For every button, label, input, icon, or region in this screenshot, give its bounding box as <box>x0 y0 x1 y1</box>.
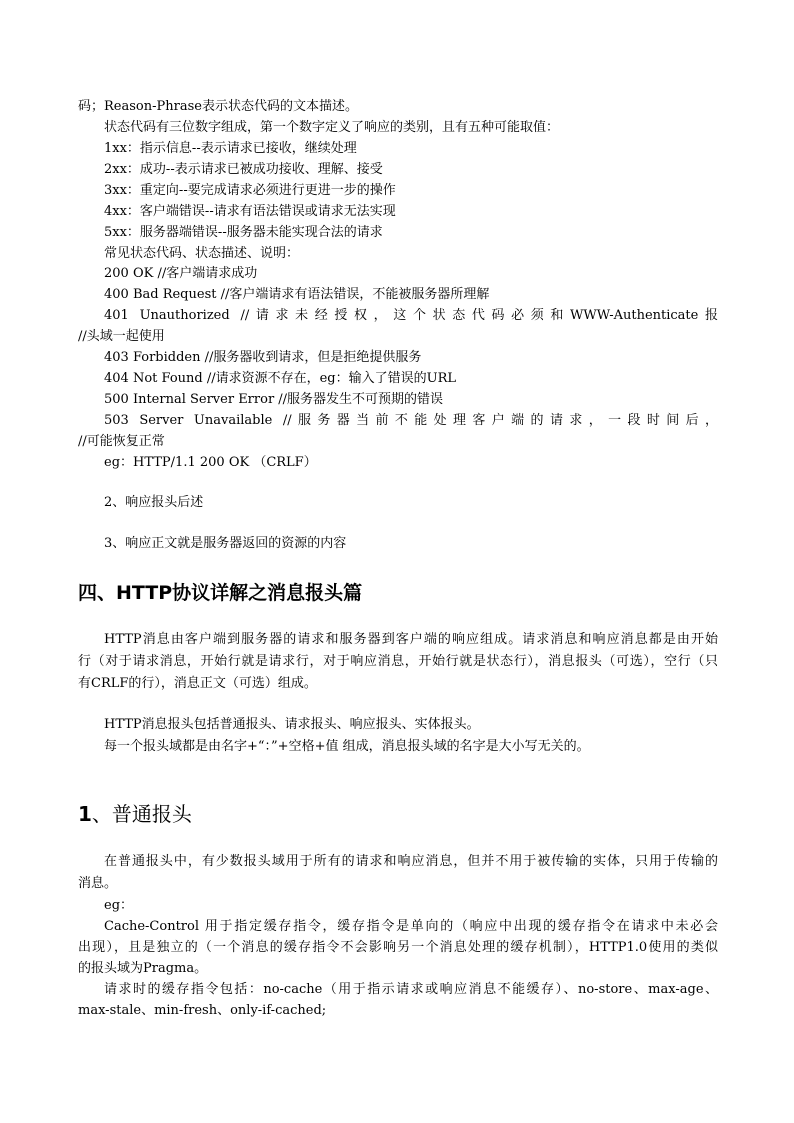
status-example: eg：HTTP/1.1 200 OK （CRLF） <box>104 455 317 470</box>
status-code-item: 500 Internal Server Error //服务器发生不可预期的错误 <box>104 392 444 407</box>
status-text-line: 状态代码有三位数字组成，第一个数字定义了响应的类别，且有五种可能取值： <box>104 120 560 135</box>
paragraph-line: eg： <box>104 898 134 913</box>
status-code-item-cont: //头域一起使用 <box>78 329 165 344</box>
status-text-line: 常见状态代码、状态描述、说明： <box>104 246 300 261</box>
status-code-item: 503 Server Unavailable //服务器当前不能处理客户端的请求，一段时间后， <box>104 413 718 428</box>
paragraph-line: 的报头域为Pragma。 <box>78 961 208 976</box>
paragraph-line: HTTP消息报头包括普通报头、请求报头、响应报头、实体报头。 <box>104 717 480 732</box>
paragraph-line: HTTP消息由客户端到服务器的请求和服务器到客户端的响应组成。请求消息和响应消息都是由开始 <box>104 632 718 647</box>
status-code-item-cont: //可能恢复正常 <box>78 434 165 449</box>
paragraph-line: 有CRLF的行），消息正文（可选）组成。 <box>78 676 317 691</box>
subsection-number: 1 <box>78 802 92 826</box>
status-class-item: 1xx：指示信息--表示请求已接收，继续处理 <box>104 141 357 156</box>
status-class-item: 2xx：成功--表示请求已被成功接收、理解、接受 <box>104 162 383 177</box>
paragraph-line: Cache-Control 用于指定缓存指令，缓存指令是单向的（响应中出现的缓存指令在请求中未必会 <box>104 919 718 934</box>
paragraph-line: 行（对于请求消息，开始行就是请求行，对于响应消息，开始行就是状态行），消息报头（可选），空行（只 <box>78 654 718 669</box>
status-class-item: 3xx：重定向--要完成请求必须进行更进一步的操作 <box>104 183 396 198</box>
status-code-item: 400 Bad Request //客户端请求有语法错误，不能被服务器所理解 <box>104 287 490 302</box>
status-text-line: 3、响应正文就是服务器返回的资源的内容 <box>104 536 347 551</box>
paragraph-line: 出现），且是独立的（一个消息的缓存指令不会影响另一个消息处理的缓存机制），HTTP1.0使用的类似 <box>78 940 718 955</box>
subsection-heading <box>78 800 192 828</box>
status-text-line: 码；Reason-Phrase表示状态代码的文本描述。 <box>78 99 358 114</box>
status-code-item: 404 Not Found //请求资源不存在，eg：输入了错误的URL <box>104 371 456 386</box>
paragraph-line: 消息。 <box>78 876 118 891</box>
status-text-line: 2、响应报头后述 <box>104 495 204 510</box>
paragraph-line: 在普通报头中，有少数报头域用于所有的请求和响应消息，但并不用于被传输的实体，只用于传输的 <box>104 854 718 869</box>
status-code-item: 403 Forbidden //服务器收到请求，但是拒绝提供服务 <box>104 350 422 365</box>
status-class-item: 5xx：服务器端错误--服务器未能实现合法的请求 <box>104 225 383 240</box>
paragraph-line: 每一个报头域都是由名字+“：”+空格+值 组成，消息报头域的名字是大小写无关的。 <box>104 739 590 754</box>
status-code-item: 401 Unauthorized //请求未经授权，这个状态代码必须和WWW-Authenticate报 <box>104 308 718 323</box>
paragraph-line: max-stale、min-fresh、only-if-cached; <box>78 1003 327 1018</box>
paragraph-line: 请求时的缓存指令包括：no-cache（用于指示请求或响应消息不能缓存）、no-store、max-age、 <box>104 982 718 997</box>
section-heading: 四、HTTP协议详解之消息报头篇 <box>78 582 363 604</box>
subsection-title: 、普通报头 <box>91 802 192 826</box>
status-class-item: 4xx：客户端错误--请求有语法错误或请求无法实现 <box>104 204 396 219</box>
status-code-item: 200 OK //客户端请求成功 <box>104 266 258 281</box>
